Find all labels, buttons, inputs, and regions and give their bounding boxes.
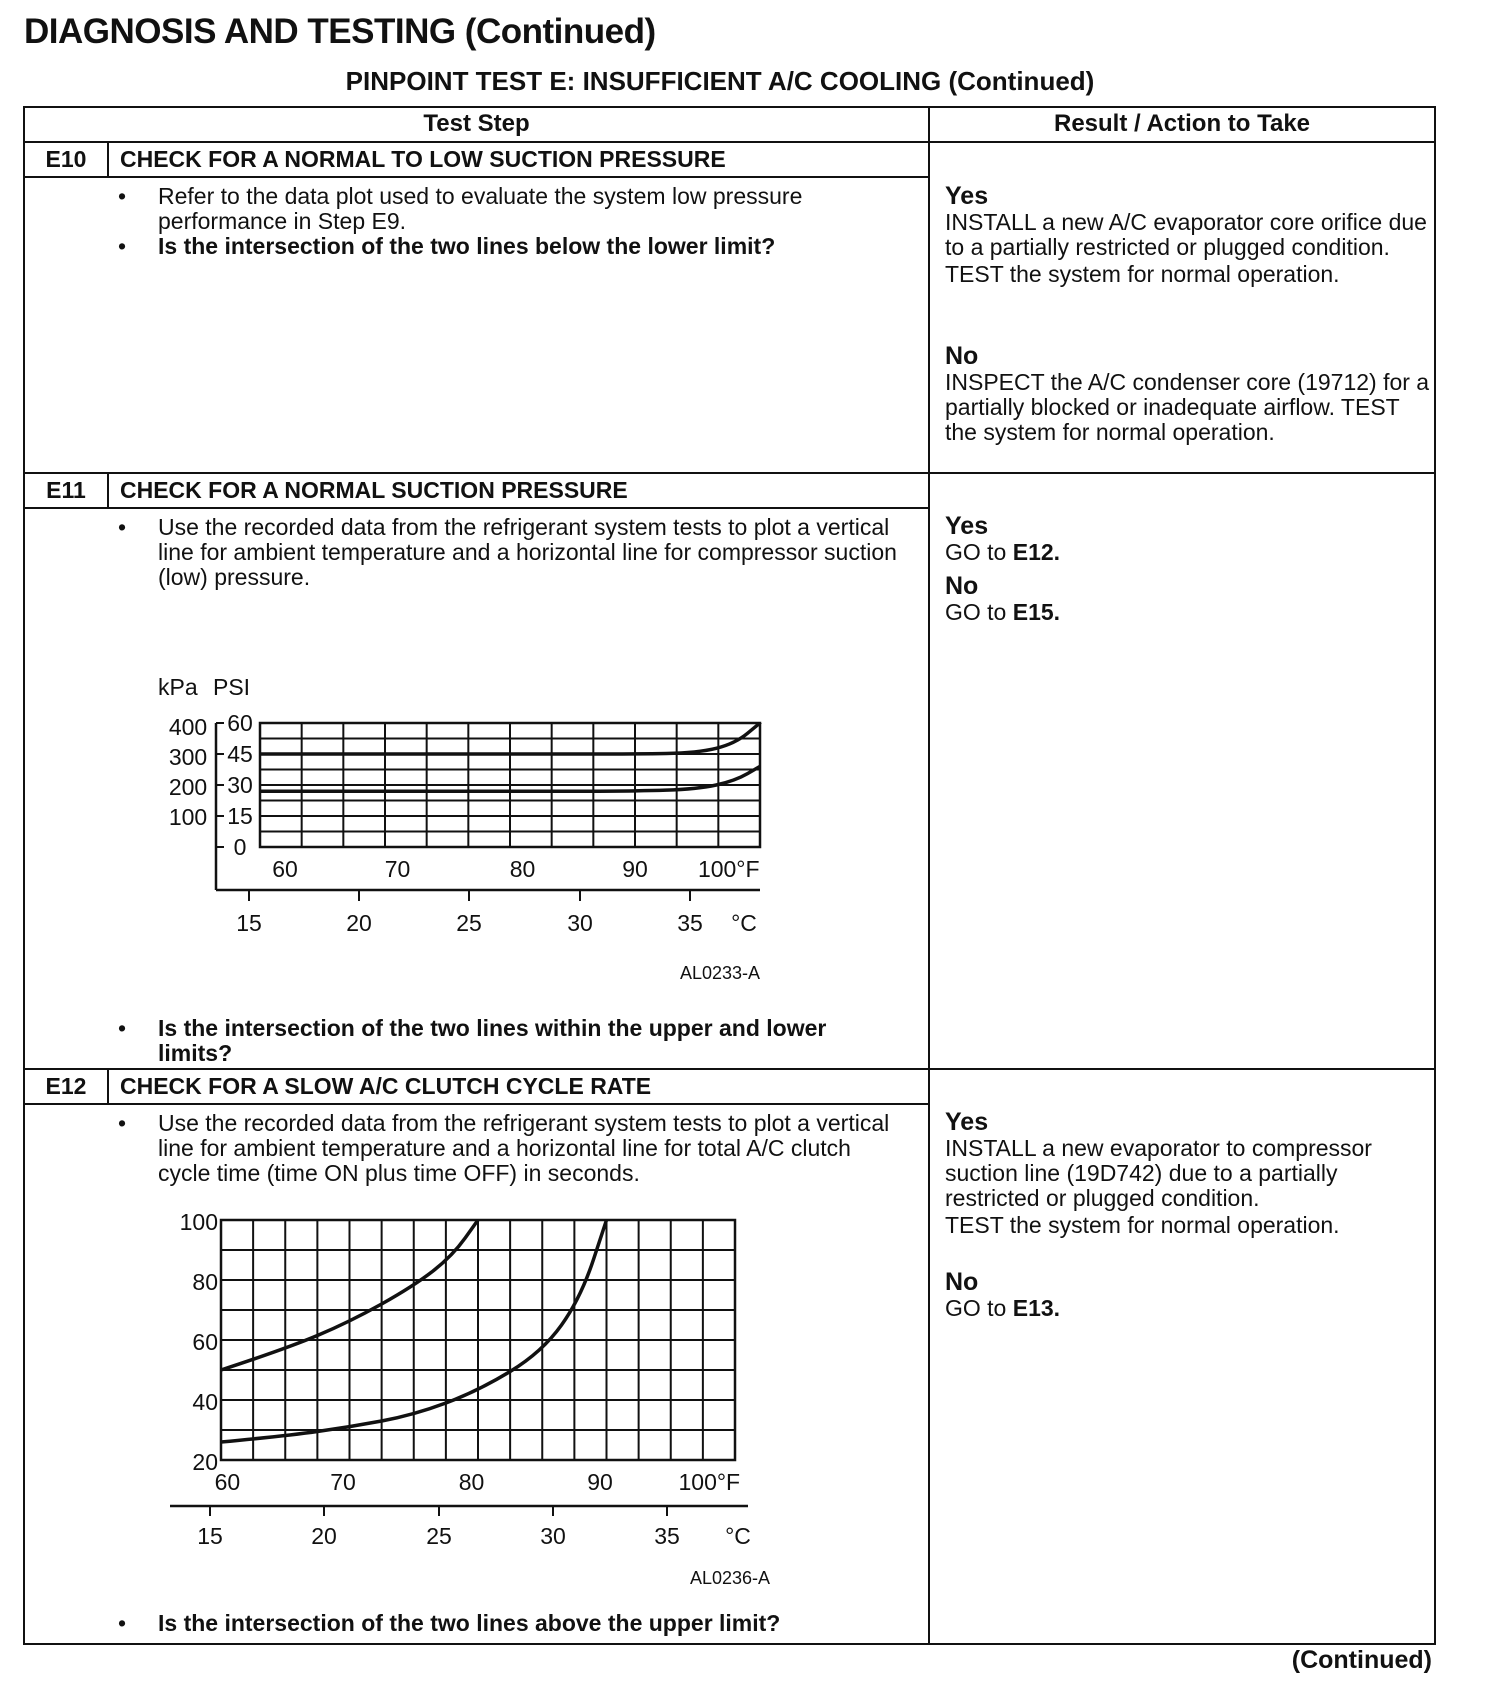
fahrenheit-tick-label: 90 <box>587 1469 613 1495</box>
yes-label: Yes <box>945 182 989 210</box>
y-tick-label: 40 <box>192 1389 218 1415</box>
celsius-tick-label: 30 <box>567 910 593 936</box>
no-label: No <box>945 342 979 370</box>
bullet-mark: • <box>118 1015 127 1041</box>
table-border-right <box>1434 106 1436 1644</box>
celsius-tick-label: 15 <box>236 910 262 936</box>
celsius-tick-label: 20 <box>346 910 372 936</box>
fahrenheit-tick-label: 80 <box>509 856 536 882</box>
fahrenheit-tick-label: 100°F <box>678 1469 741 1495</box>
go-to-text: GO to <box>945 599 1007 625</box>
result-yes <box>945 1108 1435 1238</box>
pinpoint-test-title: PINPOINT TEST E: INSUFFICIENT A/C COOLING (Continued) <box>345 66 1095 96</box>
step-question: Is the intersection of the two lines below the lower limit? <box>158 233 776 259</box>
fahrenheit-tick-label: 80 <box>458 1469 485 1495</box>
step-code: E10 <box>45 146 87 172</box>
table-border-top <box>23 106 1436 108</box>
figure-id: AL0233-A <box>679 963 760 983</box>
row-separator <box>23 1068 1436 1070</box>
figure-id: AL0236-A <box>689 1568 770 1588</box>
column-header-result: Result / Action to Take <box>1053 110 1311 137</box>
clutch-cycle-chart <box>140 1210 800 1590</box>
yes-label: Yes <box>945 512 989 540</box>
celsius-tick-label: 15 <box>197 1523 223 1549</box>
step-title-rule <box>23 1103 929 1105</box>
step-instruction: Use the recorded data from the refrigerant system tests to plot a vertical line for ambient temperature and a horizontal line for compressor suction (low) pressure. <box>158 514 897 590</box>
celsius-tick-label: 25 <box>426 1523 452 1549</box>
kpa-tick-label: 300 <box>168 744 208 771</box>
no-action <box>945 1296 1435 1321</box>
y-tick-label: 100 <box>179 1210 218 1235</box>
yes-action <box>945 540 1435 565</box>
step-instruction: Use the recorded data from the refrigerant system tests to plot a vertical line for ambient temperature and a horizontal line for total A/C clutch cycle time (time ON plus time OFF) in seconds. <box>158 1110 890 1186</box>
psi-tick-label: 15 <box>227 803 253 829</box>
result-no <box>945 1268 1435 1321</box>
no-action: INSPECT the A/C condenser core (19712) for a partially blocked or inadequate airflow. TEST the system for normal operation. <box>945 369 1430 445</box>
celsius-tick-label: 35 <box>677 910 703 936</box>
step-reference: E15. <box>1012 599 1061 625</box>
go-to-text: GO to <box>945 1295 1007 1321</box>
step-title: CHECK FOR A NORMAL TO LOW SUCTION PRESSURE <box>120 146 726 172</box>
yes-label: Yes <box>945 1108 989 1136</box>
step-question: Is the intersection of the two lines above the upper limit? <box>158 1610 781 1636</box>
table-column-divider <box>928 106 930 1644</box>
bullet-mark: • <box>118 233 127 259</box>
celsius-tick-label: 20 <box>311 1523 337 1549</box>
y-tick-label: 20 <box>192 1449 218 1475</box>
row-separator <box>23 472 1436 474</box>
result-no <box>945 572 1435 625</box>
column-header-test-step: Test Step <box>423 110 530 137</box>
kpa-tick-label: 100 <box>168 804 208 831</box>
table-border-bottom <box>23 1643 1436 1645</box>
fahrenheit-tick-label: 70 <box>330 1469 356 1495</box>
fahrenheit-tick-label: 60 <box>272 856 298 882</box>
fahrenheit-tick-label: 100°F <box>697 856 760 882</box>
step-title: CHECK FOR A SLOW A/C CLUTCH CYCLE RATE <box>120 1073 652 1099</box>
kpa-tick-label: 400 <box>168 714 208 741</box>
y-tick-label: 60 <box>192 1329 218 1355</box>
fahrenheit-tick-label: 60 <box>214 1469 241 1495</box>
step-reference: E13. <box>1012 1295 1061 1321</box>
step-title: CHECK FOR A NORMAL SUCTION PRESSURE <box>120 477 628 503</box>
table-header-rule <box>23 141 1436 143</box>
psi-tick-label: 60 <box>227 710 253 736</box>
continued-note: (Continued) <box>1291 1646 1432 1674</box>
table-border-left <box>23 106 25 1644</box>
celsius-tick-label: 25 <box>456 910 482 936</box>
yes-action: INSTALL a new A/C evaporator core orifice due to a partially restricted or plugged condition. <box>945 209 1427 260</box>
go-to-text: GO to <box>945 539 1007 565</box>
psi-tick-label: 30 <box>227 772 253 798</box>
step-reference: E12. <box>1012 539 1061 565</box>
psi-tick-label: 0 <box>233 834 247 860</box>
y-tick-label: 80 <box>192 1269 218 1295</box>
bullet-mark: • <box>118 514 127 540</box>
celsius-tick-label: 35 <box>654 1523 680 1549</box>
step-code: E11 <box>46 477 86 503</box>
result-yes <box>945 512 1435 565</box>
step-question: Is the intersection of the two lines within the upper and lower limits? <box>158 1015 827 1066</box>
step-title-rule <box>23 176 929 178</box>
celsius-unit-label: °C <box>725 1523 751 1549</box>
bullet-mark: • <box>118 1610 127 1636</box>
no-label: No <box>945 572 979 600</box>
no-action <box>945 600 1435 625</box>
yes-action: INSTALL a new evaporator to compressor suction line (19D742) due to a partially restricted or plugged condition. <box>945 1135 1372 1211</box>
result-yes <box>945 182 1435 287</box>
page-header: DIAGNOSIS AND TESTING (Continued) <box>24 12 656 51</box>
celsius-tick-label: 30 <box>540 1523 566 1549</box>
suction-pressure-chart <box>140 665 800 985</box>
step-instruction: Refer to the data plot used to evaluate the system low pressure performance in Step E9. <box>158 183 803 234</box>
kpa-unit-label: kPa <box>158 674 198 700</box>
psi-tick-label: 45 <box>227 741 253 767</box>
psi-unit-label: PSI <box>213 674 251 700</box>
celsius-unit-label: °C <box>731 910 757 936</box>
fahrenheit-tick-label: 70 <box>384 856 411 882</box>
step-title-rule <box>23 507 929 509</box>
bullet-mark: • <box>118 183 127 209</box>
step-code: E12 <box>45 1073 87 1099</box>
yes-action-test: TEST the system for normal operation. <box>945 261 1340 287</box>
bullet-mark: • <box>118 1110 127 1136</box>
kpa-tick-label: 200 <box>168 774 208 801</box>
no-label: No <box>945 1268 979 1296</box>
fahrenheit-tick-label: 90 <box>622 856 648 882</box>
result-no <box>945 342 1435 445</box>
yes-action-test: TEST the system for normal operation. <box>945 1212 1340 1238</box>
